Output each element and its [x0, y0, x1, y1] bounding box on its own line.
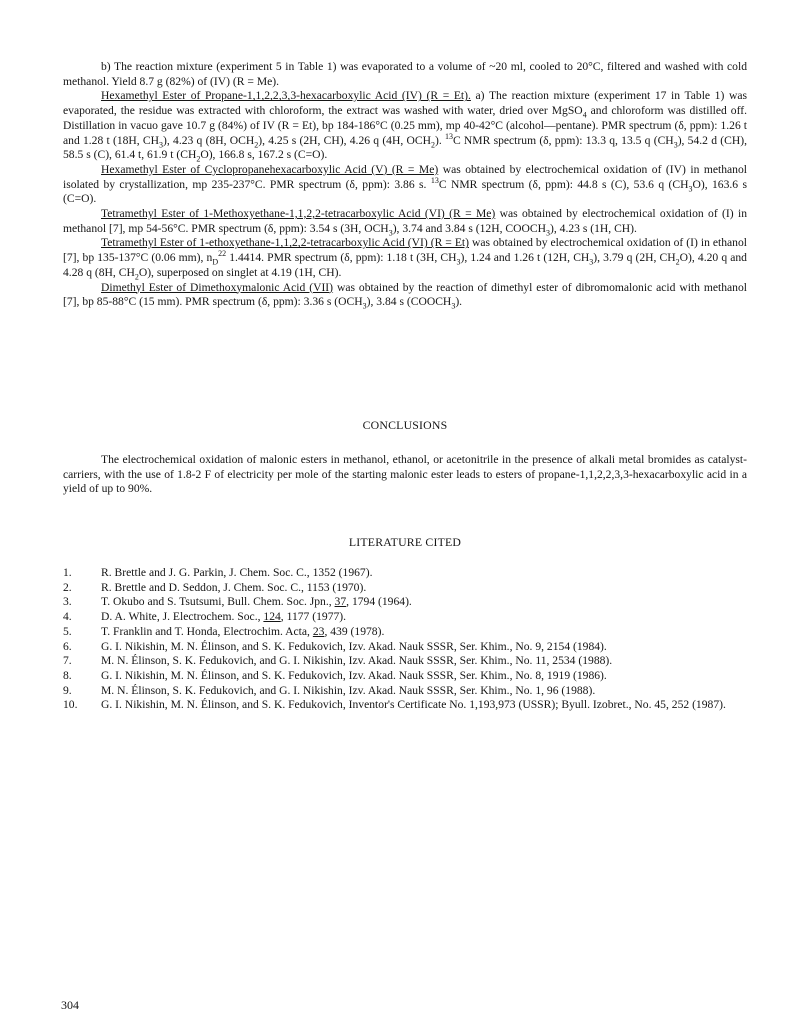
text-run: T. Okubo and S. Tsutsumi, Bull. Chem. Soc. Jpn.,: [101, 595, 335, 609]
reference-number: 8.: [63, 668, 72, 682]
text-run: D. A. White, J. Electrochem. Soc.,: [101, 610, 264, 624]
volume-number: 124: [263, 610, 281, 624]
subscript: 3: [159, 139, 164, 149]
subscript: 3: [688, 183, 693, 193]
subscript: 2: [196, 154, 201, 164]
reference-text: [101, 566, 747, 581]
compound-heading: Hexamethyl Ester of Cyclopropanehexacarboxylic Acid (V) (R = Me): [101, 162, 439, 176]
reference-number: 3.: [63, 595, 72, 609]
paragraph-compound-iv: [63, 89, 747, 163]
reference-item: [63, 654, 747, 669]
reference-item: [63, 684, 747, 699]
text-run: O), 163.6 s (C=O).: [63, 177, 747, 206]
text-run: G. I. Nikishin, M. N. Élinson, and S. K. Fedukovich, Izv. Akad. Nauk SSSR, Ser. Khim., No. 8, 1919 (1986).: [101, 668, 607, 682]
text-run: , 1177 (1977).: [280, 610, 347, 624]
text-run: ), 3.79 q (2H, CH: [593, 251, 676, 265]
subscript: 3: [456, 257, 461, 267]
subscript: 3: [545, 228, 550, 238]
reference-number: 9.: [63, 683, 72, 697]
reference-item: [63, 610, 747, 625]
text-run: C NMR spectrum (δ, ppm): 44.8 s (C), 53.6 q (CH: [438, 177, 689, 191]
volume-number: 23: [312, 624, 325, 638]
conclusions-heading: CONCLUSIONS: [362, 418, 448, 432]
reference-item: [63, 669, 747, 684]
text-run: ), 4.23 q (8H, OCH: [163, 133, 255, 147]
text-run: T. Franklin and T. Honda, Electrochim. Acta,: [101, 624, 313, 638]
experimental-section: [63, 60, 747, 310]
text-run: ), 3.74 and 3.84 s (12H, COOCH: [392, 221, 546, 235]
text-run: M. N. Élinson, S. K. Fedukovich, and G. I. Nikishin, Izv. Akad. Nauk SSSR, Ser. Khim., No. 1, 96 (1988).: [101, 683, 596, 697]
subscript: 3: [362, 301, 367, 311]
reference-list: [63, 566, 747, 713]
reference-item: [63, 595, 747, 610]
reference-text: [101, 625, 747, 640]
text-run: was obtained by electrochemical oxidation of (IV) in methanol isolated by crystallization, mp 235-237°C. PMR spectrum (δ, ppm): 3.86 s.: [63, 162, 747, 191]
text-run: ).: [455, 295, 463, 309]
compound-heading: Tetramethyl Ester of 1-ethoxyethane-1,1,2,2-tetracarboxylic Acid (VI) (R = Et): [101, 236, 469, 250]
reference-text: [101, 698, 747, 713]
reference-text: [101, 610, 747, 625]
text-run: , 1794 (1964).: [346, 595, 412, 609]
reference-item: [63, 581, 747, 596]
text-run: O), 4.20 q and 4.28 q (8H, CH: [63, 251, 747, 279]
text-run: R. Brettle and D. Seddon, J. Chem. Soc. C., 1153 (1970).: [101, 580, 367, 594]
subscript: D: [212, 257, 219, 267]
subscript: 2: [675, 257, 680, 267]
text-run: G. I. Nikishin, M. N. Élinson, and S. K. Fedukovich, Izv. Akad. Nauk SSSR, Ser. Khim., No. 9, 2154 (1984).: [101, 639, 607, 653]
reference-number: 10.: [63, 698, 78, 712]
volume-number: 37: [334, 595, 347, 609]
superscript: 22: [218, 249, 227, 259]
text-run: ), 3.84 s (COOCH: [366, 295, 452, 309]
reference-text: [101, 684, 747, 699]
text-run: ), 1.24 and 1.26 t (12H, CH: [460, 251, 590, 265]
reference-number: 4.: [63, 610, 72, 624]
paragraph-compound-vii: [63, 281, 747, 310]
paragraph-compound-vi-et: [63, 236, 747, 280]
reference-item: [63, 625, 747, 640]
text-run: 1.4414. PMR spectrum (δ, ppm): 1.18 t (3H, CH: [226, 251, 457, 265]
text-run: and chloroform was distilled off. Distillation in vacuo gave 10.7 g (84%) of IV (R = Et), bp 184-186°C (0.25 mm), mp 40-42°C (alcohol—pentane). PMR spectrum (δ, ppm): 1.26 t and 1.28 t (18H, CH: [63, 104, 747, 147]
reference-item: [63, 640, 747, 655]
subscript: 2: [430, 139, 435, 149]
subscript: 3: [589, 257, 594, 267]
reference-number: 1.: [63, 566, 72, 579]
text-run: R. Brettle and J. G. Parkin, J. Chem. Soc. C., 1352 (1967).: [101, 566, 373, 579]
text-run: O), 166.8 s, 167.2 s (C=O).: [200, 148, 328, 162]
subscript: 2: [134, 272, 139, 282]
text-run: O), superposed on singlet at 4.19 (1H, CH).: [138, 265, 342, 279]
superscript: 13: [444, 131, 453, 141]
reference-number: 6.: [63, 639, 72, 653]
text-run: G. I. Nikishin, M. N. Élinson, and S. K. Fedukovich, Inventor's Certificate No. 1,193,973 (USSR); Byull. Izobret., No. 45, 252 (1987).: [101, 698, 726, 712]
compound-heading: Dimethyl Ester of Dimethoxymalonic Acid (VII): [101, 280, 334, 294]
reference-text: [101, 581, 747, 596]
text-run: M. N. Élinson, S. K. Fedukovich, and G. I. Nikishin, Izv. Akad. Nauk SSSR, Ser. Khim., No. 11, 2534 (1988).: [101, 654, 613, 668]
subscript: 2: [254, 139, 259, 149]
paragraph-compound-vi-me: [63, 207, 747, 236]
reference-number: 7.: [63, 654, 72, 668]
reference-text: [101, 640, 747, 655]
paragraph-reaction-b: [63, 60, 747, 89]
text-run: , 439 (1978).: [324, 624, 385, 638]
text-run: was obtained by electrochemical oxidation of (I) in methanol [7], mp 54-56°C. PMR spectrum (δ, ppm): 3.54 s (3H, OCH: [63, 207, 747, 235]
text-run: a) The reaction mixture (experiment 17 in Table 1) was evaporated, the residue was extracted with chloroform, the extract was washed with water, dried over MgSO: [63, 89, 747, 118]
conclusions-section: [63, 453, 747, 497]
reference-text: [101, 669, 747, 684]
paragraph-compound-v: [63, 163, 747, 207]
reference-number: 2.: [63, 580, 72, 594]
subscript: 3: [673, 139, 678, 149]
text-run: ), 4.23 s (1H, CH).: [549, 221, 637, 235]
text-run: C NMR spectrum (δ, ppm): 13.3 q, 13.5 q (CH: [452, 133, 674, 147]
compound-heading: Tetramethyl Ester of 1-Methoxyethane-1,1,2,2-tetracarboxylic Acid (VI) (R = Me): [101, 207, 496, 221]
text-run: ), 54.2 d (CH), 58.5 s (C), 61.4 t, 61.9 t (CH: [63, 133, 747, 162]
text-run: ).: [434, 133, 445, 147]
text-run: was obtained by the reaction of dimethyl ester of dibromomalonic acid with methanol [7], bp 85-88°C (15 mm). PMR spectrum (δ, ppm): 3.36 s (OCH: [63, 280, 747, 309]
conclusions-paragraph: The electrochemical oxidation of malonic esters in methanol, ethanol, or acetonitrile in the presence of alkali metal bromides as catalyst-carriers, with the use of 1.8-2 F of electricity per mole of the starting malonic ester leads to esters of propane-1,1,2,2,3,3-hexacarboxylic acid in a yield of up to 90%.: [63, 453, 747, 496]
text-run: ), 4.25 s (2H, CH), 4.26 q (4H, OCH: [258, 133, 431, 147]
reference-number: 5.: [63, 624, 72, 638]
reference-item: [63, 566, 747, 581]
subscript: 3: [451, 301, 456, 311]
reference-item: [63, 698, 747, 713]
paragraph-text: b) The reaction mixture (experiment 5 in Table 1) was evaporated to a volume of ~20 ml, cooled to 20°C, filtered and washed with cold methanol. Yield 8.7 g (82%) of (IV) (R = Me).: [63, 60, 747, 88]
superscript: 13: [430, 175, 439, 185]
page-number: 304: [61, 998, 79, 1012]
reference-text: [101, 654, 747, 669]
text-run: was obtained by electrochemical oxidation of (I) in ethanol [7], bp 135-137°C (0.06 mm), n: [63, 236, 747, 265]
reference-text: [101, 595, 747, 610]
subscript: 4: [582, 110, 587, 120]
subscript: 3: [388, 228, 393, 238]
compound-heading: Hexamethyl Ester of Propane-1,1,2,2,3,3-hexacarboxylic Acid (IV) (R = Et).: [101, 89, 471, 103]
literature-heading: LITERATURE CITED: [348, 535, 462, 549]
